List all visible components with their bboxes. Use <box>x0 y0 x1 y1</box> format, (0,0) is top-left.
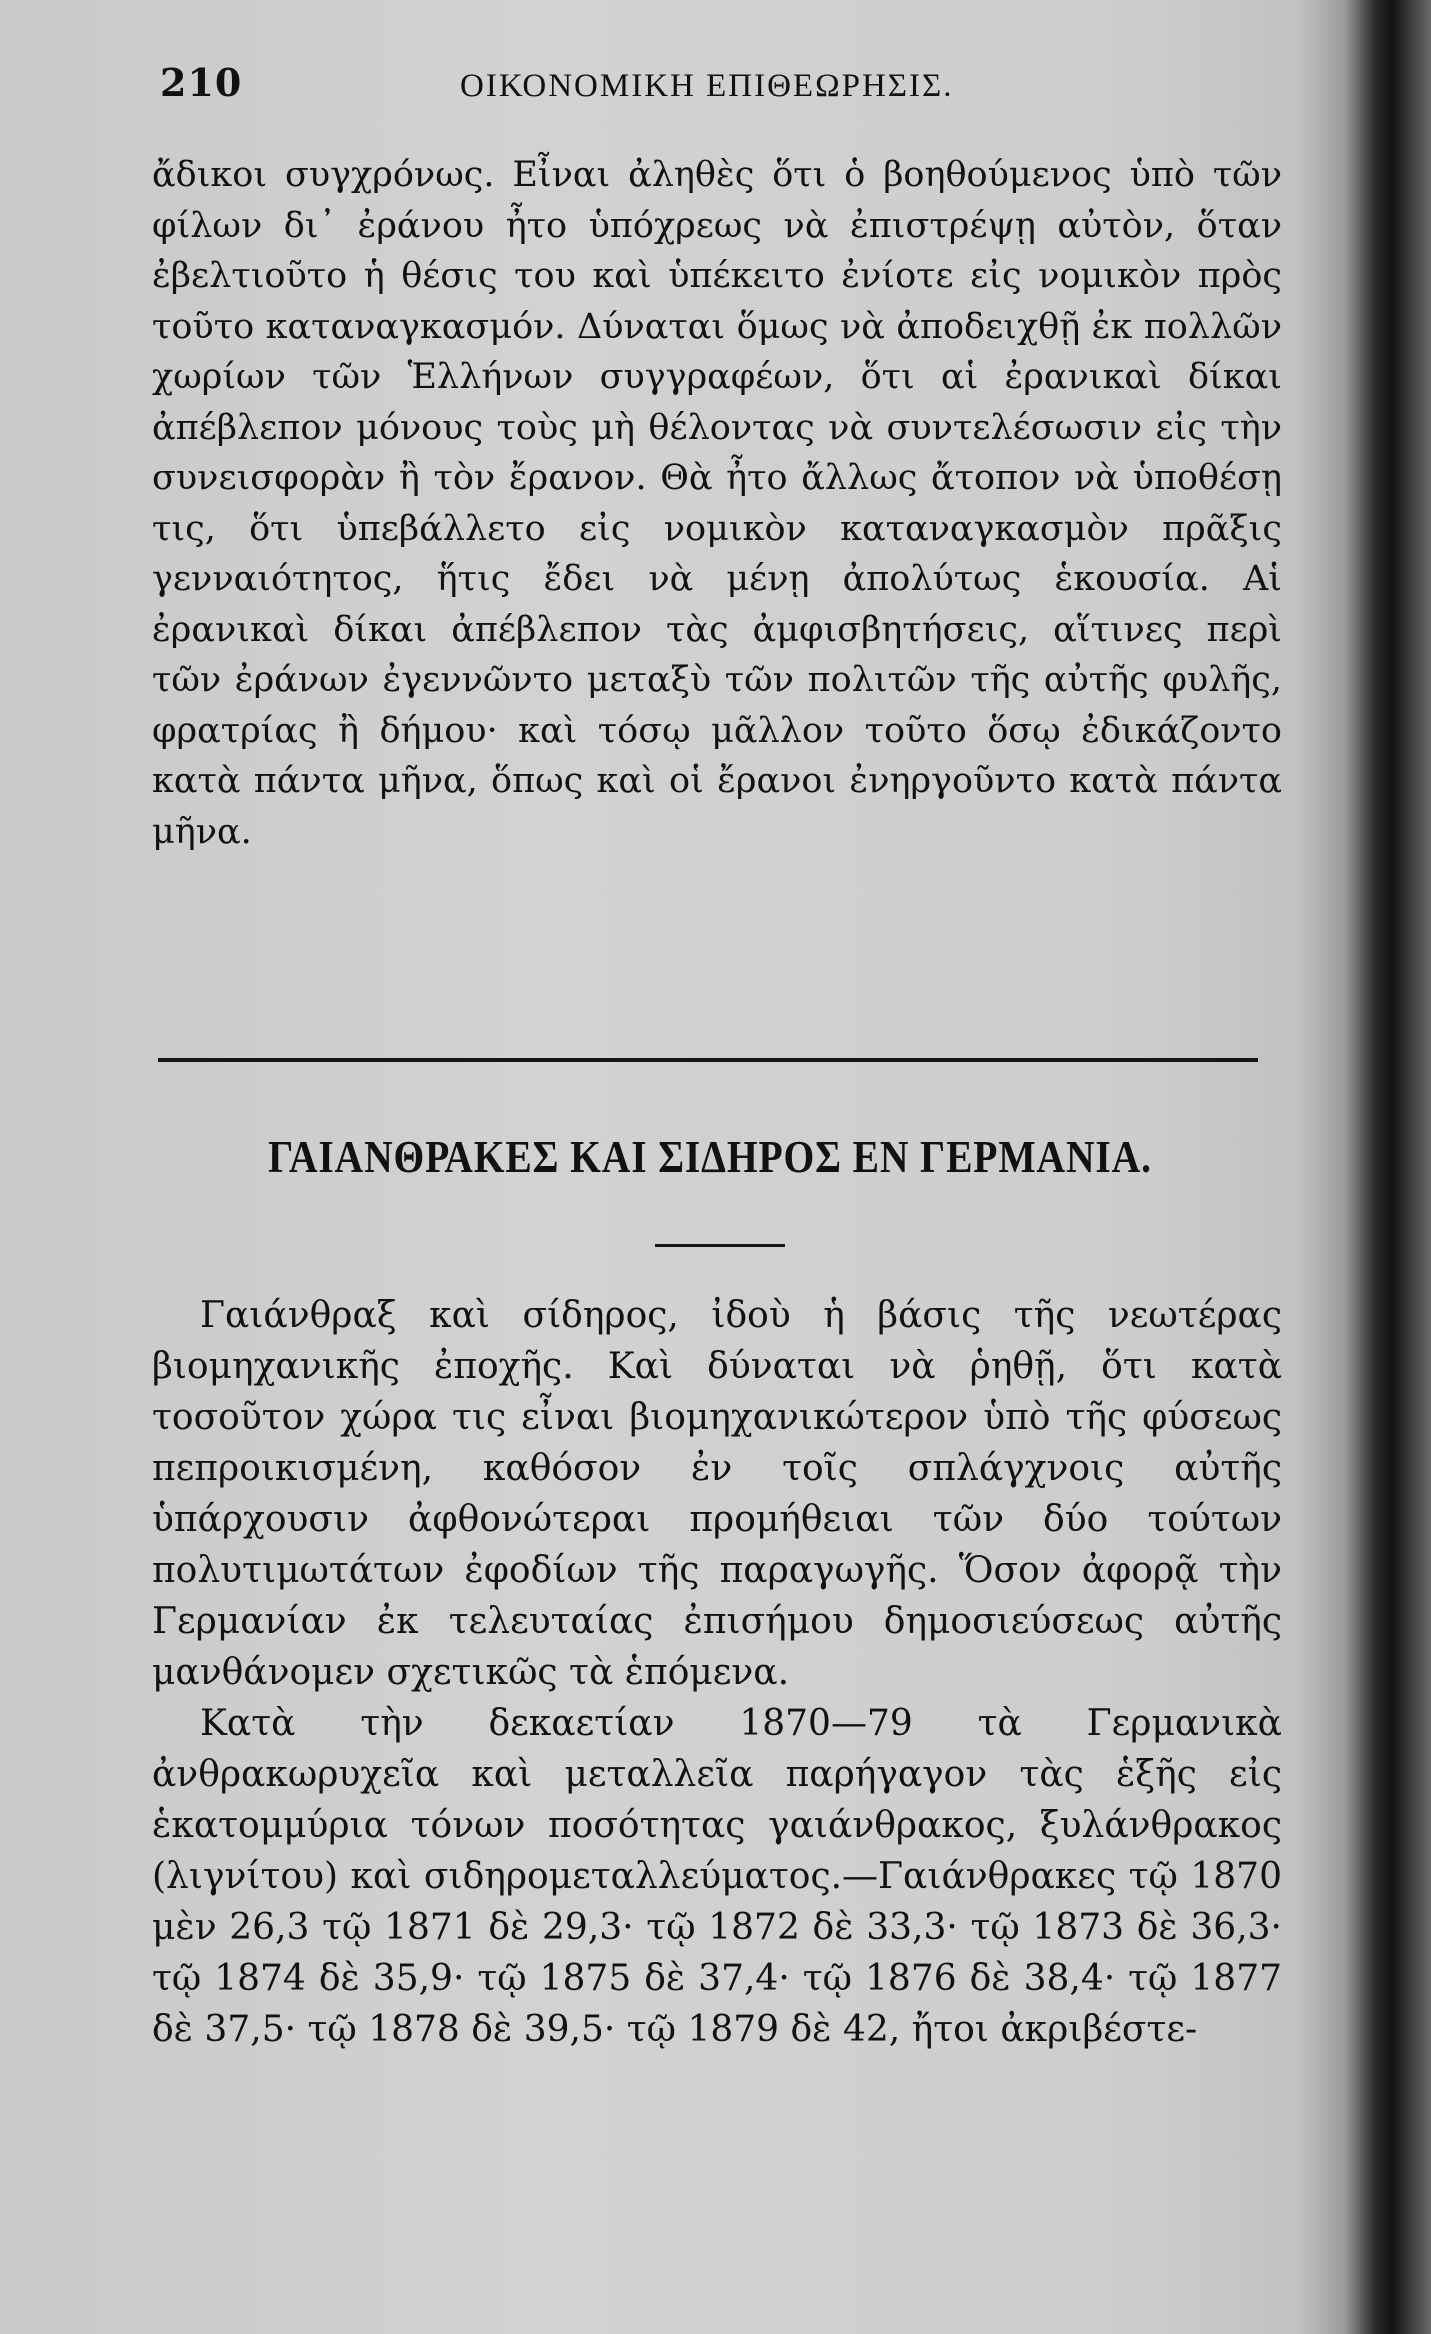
running-head: ΟΙΚΟΝΟΜΙΚΗ ΕΠΙΘΕΩΡΗΣΙΣ. <box>460 68 954 104</box>
continued-paragraph <box>152 150 1282 857</box>
page-header <box>160 60 1270 120</box>
section-divider <box>158 1058 1258 1062</box>
paragraph: Κατὰ τὴν δεκαετίαν 1870—79 τὰ Γερμανικὰ ἀνθρακωρυχεῖα καὶ μεταλλεῖα παρήγαγον τὰς ἑξῆς εἰς ἑκατομμύρια τόνων ποσότητας γαιάνθρακος, ξυλάνθρακος (λιγνίτου) καὶ σιδηρομεταλλεύματος.—Γαιάνθρακες τῷ 1870 μὲν 26,3 τῷ 1871 δὲ 29,3· τῷ 1872 δὲ 33,3· τῷ 1873 δὲ 36,3· τῷ 1874 δὲ 35,9· τῷ 1875 δὲ 37,4· τῷ 1876 δὲ 38,4· τῷ 1877 δὲ 37,5· τῷ 1878 δὲ 39,5· τῷ 1879 δὲ 42, ἤτοι ἀκριβέστε- <box>152 1703 1282 2050</box>
paragraph: Γαιάνθραξ καὶ σίδηρος, ἰδοὺ ἡ βάσις τῆς νεωτέρας βιομηχανικῆς ἐποχῆς. Καὶ δύναται νὰ ῥηθῇ, ὅτι κατὰ τοσοῦτον χώρα τις εἶναι βιομηχανικώτερον ὑπὸ τῆς φύσεως πεπροικισμένη, καθόσον ἐν τοῖς σπλάγχνοις αὐτῆς ὑπάρχουσιν ἀφθονώτεραι προμήθειαι τῶν δύο τούτων πολυτιμωτάτων ἐφοδίων τῆς παραγωγῆς. Ὅσον ἀφορᾷ τὴν Γερμανίαν ἐκ τελευταίας ἐπισήμου δημοσιεύσεως αὐτῆς μανθάνομεν σχετικῶς τὰ ἑπόμενα. <box>152 1295 1282 1693</box>
paragraph: ἄδικοι συγχρόνως. Εἶναι ἀληθὲς ὅτι ὁ βοηθούμενος ὑπὸ τῶν φίλων δι᾽ ἐράνου ἦτο ὑπόχρεως νὰ ἐπιστρέψῃ αὐτὸν, ὅταν ἐβελτιοῦτο ἡ θέσις του καὶ ὑπέκειτο ἐνίοτε εἰς νομικὸν πρὸς τοῦτο καταναγκασμόν. Δύναται ὅμως νὰ ἀποδειχθῇ ἐκ πολλῶν χωρίων τῶν Ἑλλήνων συγγραφέων, ὅτι αἱ ἐρανικαὶ δίκαι ἀπέβλεπον μόνους τοὺς μὴ θέλοντας νὰ συντελέσωσιν εἰς τὴν συνεισφορὰν ἢ τὸν ἔρανον. Θὰ ἦτο ἄλλως ἄτοπον νὰ ὑποθέσῃ τις, ὅτι ὑπεβάλλετο εἰς νομικὸν καταναγκασμὸν πρᾶξις γενναιότητος, ἥτις ἔδει νὰ μένῃ ἀπολύτως ἑκουσία. Αἱ ἐρανικαὶ δίκαι ἀπέβλεπον τὰς ἀμφισβητήσεις, αἵτινες περὶ τῶν ἐράνων ἐγεννῶντο μεταξὺ τῶν πολιτῶν τῆς αὐτῆς φυλῆς, φρατρίας ἢ δήμου· καὶ τόσῳ μᾶλλον τοῦτο ὅσῳ ἐδικάζοντο κατὰ πάντα μῆνα, ὅπως καὶ οἱ ἔρανοι ἐνηργοῦντο κατὰ πάντα μῆνα. <box>152 155 1282 852</box>
article-title: ΓΑΙΑΝΘΡΑΚΕΣ ΚΑΙ ΣΙΔΗΡΟΣ ΕΝ ΓΕΡΜΑΝΙΑ. <box>268 1131 1152 1182</box>
book-gutter <box>1345 0 1431 2334</box>
page-number: 210 <box>160 60 243 105</box>
title-underline <box>655 1244 785 1247</box>
article-body <box>152 1290 1282 2055</box>
page-edge-shadow <box>1300 0 1345 2334</box>
